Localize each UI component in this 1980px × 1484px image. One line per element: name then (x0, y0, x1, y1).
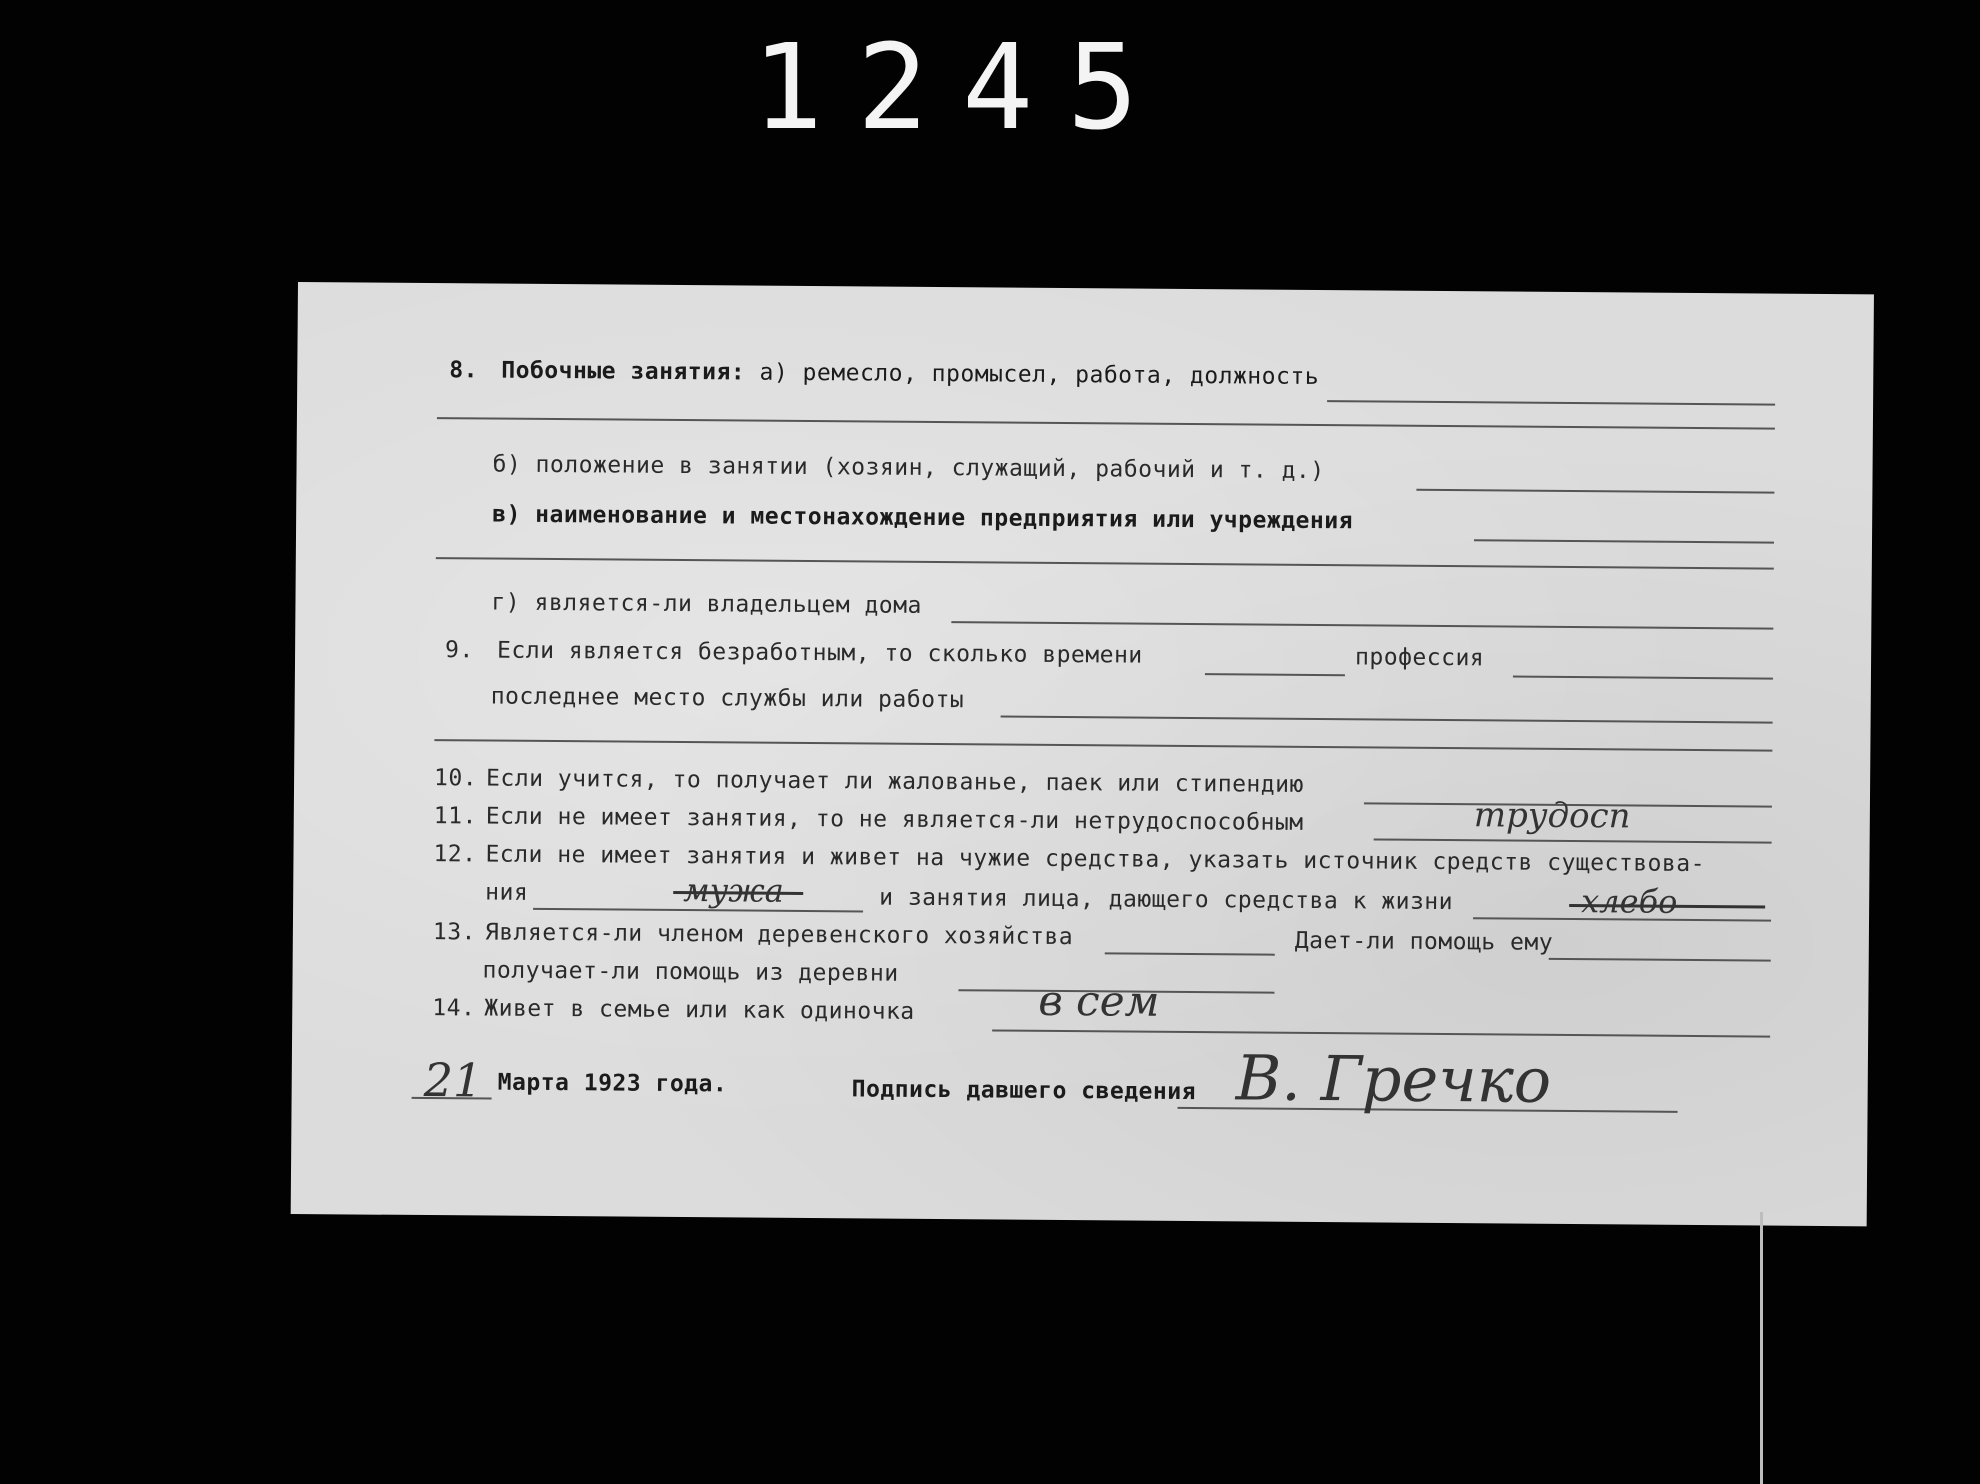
q13-line-2: получает-ли помощь из деревни (482, 957, 899, 987)
q11-handwritten-answer: трудосп (1473, 795, 1631, 837)
handwritten-signature: В. Гречко (1235, 1041, 1552, 1117)
q11-text: Если не имеет занятия, то не является-ли нетрудоспособным (485, 803, 1304, 836)
census-card (291, 282, 1874, 1226)
answer-rule (1327, 400, 1775, 406)
q14-number: 14. (432, 995, 476, 1022)
answer-rule (434, 739, 1772, 752)
footer-handwritten-day: 21 (423, 1053, 483, 1108)
q9-text-b: профессия (1354, 644, 1485, 672)
answer-rule (1105, 952, 1275, 955)
q13-text-a: Является-ли членом деревенского хозяйства (484, 919, 1074, 951)
q8-item-b: б) положение в занятии (хозяин, служащий, рабочий и т. д.) (492, 451, 1325, 485)
answer-rule (1205, 673, 1345, 676)
q9-text-a: Если является безработным, то сколько времени (497, 637, 1143, 669)
archive-frame-number: 1245 (752, 18, 1173, 156)
q11-line (434, 803, 1304, 836)
answer-rule (1416, 489, 1774, 494)
q14-handwritten-answer: в сем (1038, 975, 1160, 1026)
footer-signature-label: Подпись давшего сведения (851, 1076, 1197, 1106)
q8-item-a: а) ремесло, промысел, работа, должность (759, 359, 1320, 391)
q8-item-g: г) является-ли владельцем дома (491, 589, 922, 619)
answer-rule (1374, 838, 1772, 843)
answer-rule (951, 621, 1773, 629)
answer-rule (1549, 958, 1771, 962)
q8-number: 8. (449, 357, 479, 384)
q10-number: 10. (434, 765, 478, 792)
q12-text-1: Если не имеет занятия и живет на чужие средства, указать источник средств существова- (485, 841, 1706, 878)
q12-number: 12. (433, 841, 477, 868)
answer-rule (1474, 539, 1774, 543)
q12-text-2b: и занятия лица, дающего средства к жизни (879, 884, 1454, 916)
q13-line-1 (433, 919, 1073, 950)
q9-line-1 (445, 637, 1143, 668)
q12-handwritten-answer-2: хлебо (1581, 882, 1678, 921)
q11-number: 11. (433, 803, 477, 830)
q13-text-b: Дает-ли помощь ему (1294, 927, 1554, 956)
answer-rule (1001, 716, 1773, 724)
q8-item-v: в) наименование и местонахождение предприятия или учреждения (492, 501, 1354, 535)
q14-line (432, 995, 915, 1025)
q12-text-2a: ния (485, 879, 529, 906)
answer-rule (437, 417, 1775, 430)
q8-heading: Побочные занятия: (501, 357, 746, 386)
footer-date-text: Марта 1923 года. (497, 1069, 728, 1098)
answer-rule (1513, 676, 1773, 680)
q8-line-a (449, 357, 1319, 390)
q12-handwritten-answer-1: мужа (683, 871, 784, 910)
q9-number: 9. (445, 637, 474, 664)
q13-number: 13. (432, 919, 477, 946)
film-edge-scratch (1760, 1212, 1763, 1484)
q12-line-1 (433, 841, 1705, 877)
answer-rule (992, 1029, 1770, 1037)
q9-line-2: последнее место службы или работы (490, 683, 965, 714)
q10-text: Если учится, то получает ли жалованье, паек или стипендию (486, 765, 1304, 798)
q10-line (434, 765, 1304, 798)
answer-rule (436, 557, 1774, 570)
q14-text: Живет в семье или как одиночка (484, 995, 915, 1025)
